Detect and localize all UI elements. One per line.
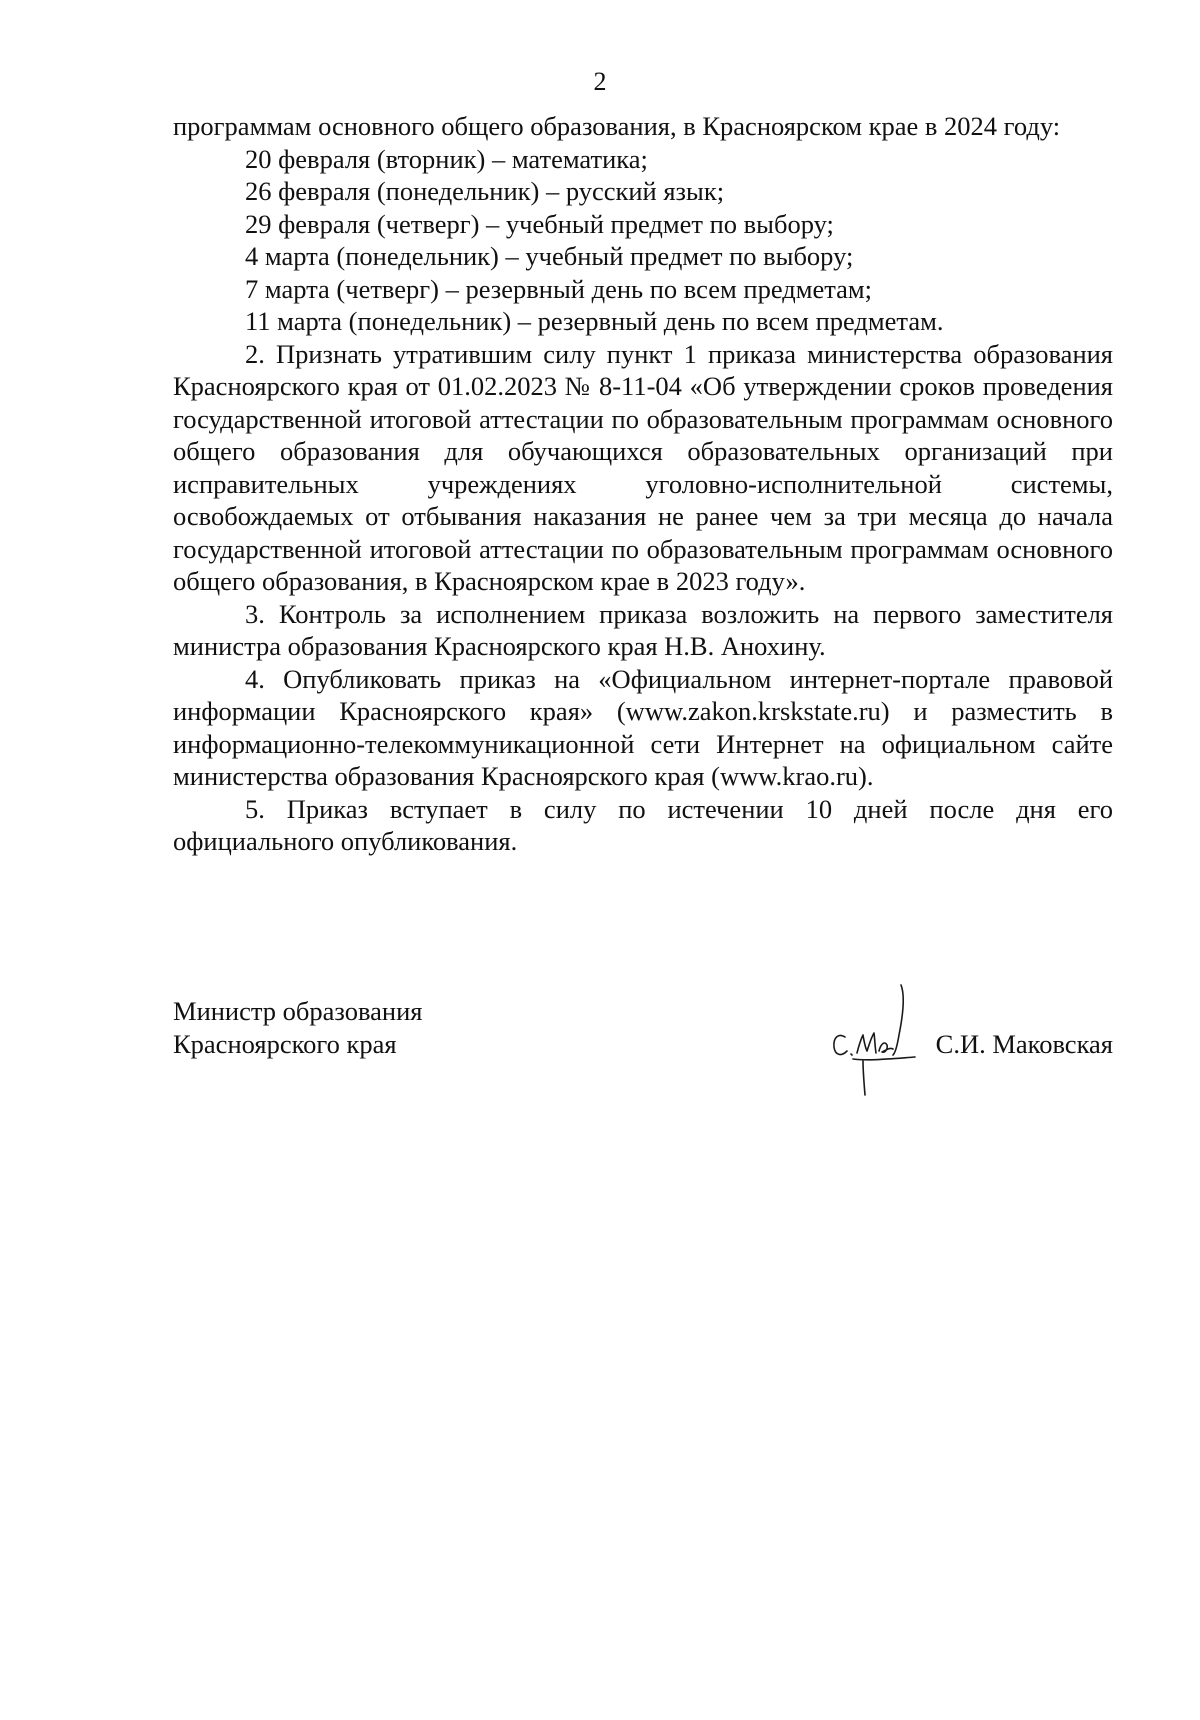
signer-title-line-2: Красноярского края [173, 1029, 397, 1059]
schedule-item: 11 марта (понедельник) – резервный день по всем предметам. [245, 306, 944, 336]
page-number: 2 [593, 67, 607, 96]
intro-paragraph: программам основного общего образования, в Красноярском крае в 2024 году: [173, 111, 1061, 141]
handwritten-signature [823, 975, 933, 1105]
schedule-item: 26 февраля (понедельник) – русский язык; [245, 176, 725, 206]
signer-title [173, 995, 422, 1061]
paragraph-item-3: 3. Контроль за исполнением приказа возложить на первого заместителя министра образования Красноярского края Н.В. Анохину. [173, 598, 1113, 661]
schedule-item: 20 февраля (вторник) – математика; [245, 143, 648, 174]
paragraph-item-4: 4. Опубликовать приказ на «Официальном интернет-портале правовой информации Красноярского края» (www.zakon.krskstate.ru) и разместить в информационно-телекоммуникационной сети Интернет на официальном сайте министерства образования Красноярского края (www.krao.ru). [173, 663, 1113, 791]
exam-schedule-list [173, 143, 1113, 338]
signer-title-line-1: Министр образования [173, 996, 423, 1026]
schedule-item: 29 февраля (четверг) – учебный предмет по выбору; [245, 208, 834, 239]
schedule-item: 4 марта (понедельник) – учебный предмет по выбору; [245, 241, 854, 271]
signature-block [173, 995, 1113, 1105]
document-body [173, 110, 1113, 858]
paragraph-item-2: 2. Признать утратившим силу пункт 1 приказа министерства образования Красноярского края от 01.02.2023 № 8-11-04 «Об утверждении сроков проведения государственной итоговой аттестации по образовательным программам основного общего образования для обучающихся образовательных организаций при исправительных учреждениях уголовно-исполнительной системы, освобождаемых от отбывания наказания не ранее чем за три месяца до начала государственной итоговой аттестации по образовательным программам основного общего образования, в Красноярском крае в 2023 году». [173, 338, 1113, 596]
schedule-item: 7 марта (четверг) – резервный день по всем предметам; [245, 273, 873, 304]
signer-name: С.И. Маковская [935, 1029, 1113, 1059]
paragraph-item-5: 5. Приказ вступает в силу по истечении 10 дней после дня его официального опубликования. [173, 793, 1113, 856]
